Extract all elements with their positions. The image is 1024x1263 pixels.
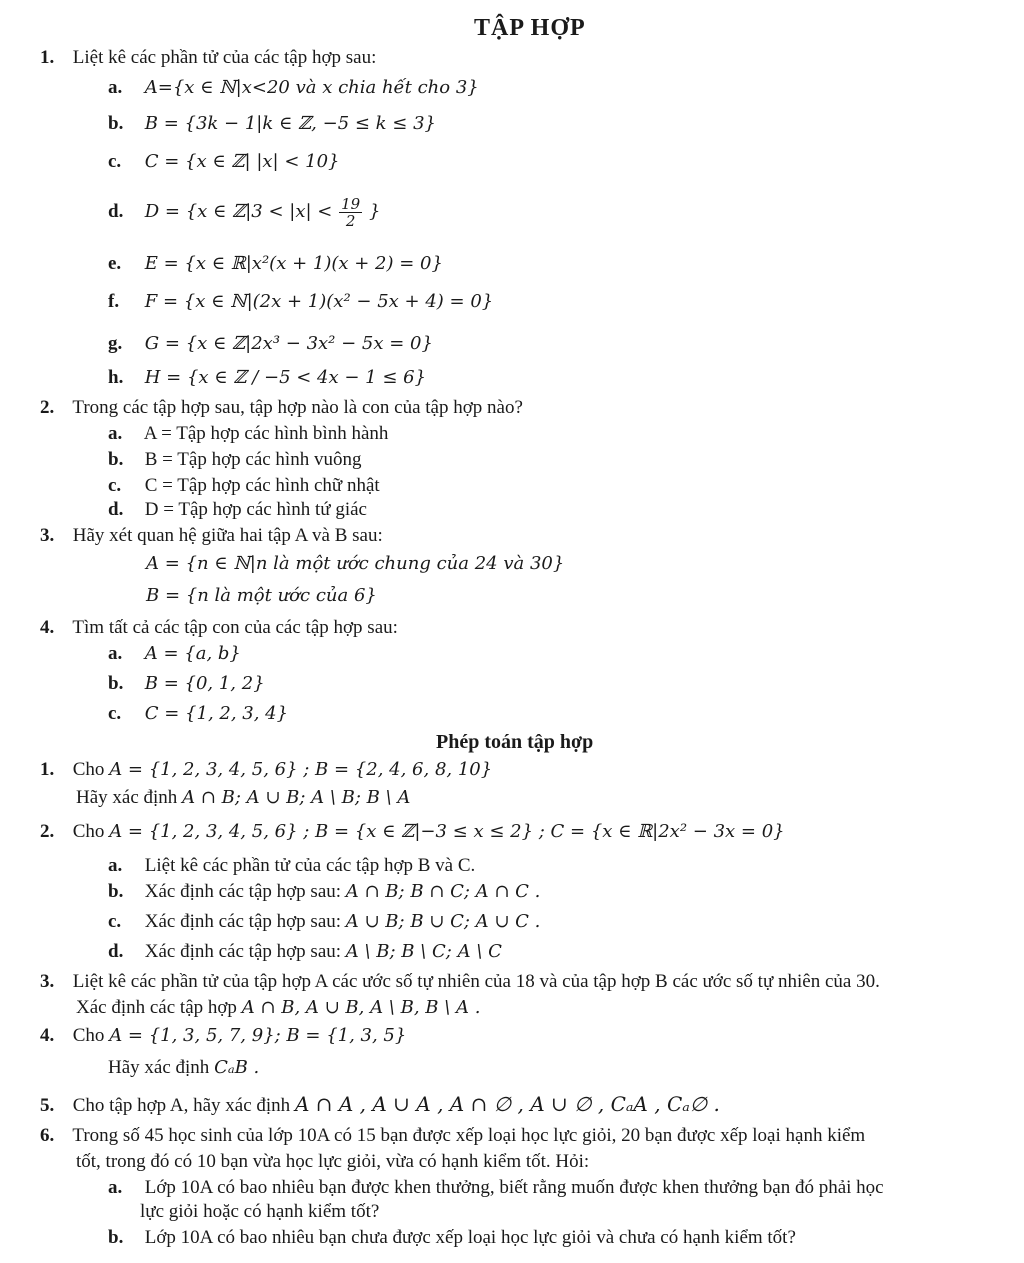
- list-item: [108, 150, 340, 174]
- item-text: Xác định các tập hợp sau:: [144, 941, 342, 962]
- item-label: c.: [108, 703, 122, 724]
- exercise-number: 4.: [40, 1025, 55, 1046]
- list-item: [108, 498, 367, 522]
- exercise-line: [76, 996, 480, 1020]
- set-expression: G = {x ∈ ℤ|2x³ − 3x² − 5x = 0}: [144, 333, 433, 354]
- set-expression: A = {1, 2, 3, 4, 5, 6} ; B = {2, 4, 6, 8, 10}: [109, 759, 493, 780]
- item-text: Lớp 10A có bao nhiêu bạn được khen thưởng, biết rằng muốn được khen thưởng bạn đó phải học: [144, 1177, 884, 1198]
- item-text: A = Tập hợp các hình bình hành: [143, 423, 389, 444]
- item-label: f.: [108, 291, 120, 312]
- exercise-5-heading: [40, 1092, 720, 1118]
- exercise-4-heading: [40, 1024, 406, 1048]
- set-expression: A ∩ B, A ∪ B, A \ B, B \ A .: [241, 997, 481, 1018]
- set-expression: A = {1, 3, 5, 7, 9}; B = {1, 3, 5}: [109, 1025, 407, 1046]
- item-text: B = Tập hợp các hình vuông: [144, 449, 362, 470]
- exercise-6-heading: [40, 1124, 865, 1148]
- item-label: b.: [108, 673, 124, 694]
- set-expression: B = {n là một ước của 6}: [146, 585, 377, 606]
- exercise-text: tốt, trong đó có 10 bạn vừa học lực giỏi, vừa có hạnh kiểm tốt. Hỏi:: [76, 1151, 590, 1172]
- exercise-number: 1.: [40, 759, 55, 780]
- exercise-text: Liệt kê các phần tử của các tập hợp sau:: [72, 47, 377, 68]
- item-label: c.: [108, 151, 122, 172]
- item-label: d.: [108, 941, 124, 962]
- set-expression: A ∩ B; B ∩ C; A ∩ C .: [345, 881, 541, 902]
- list-item: [108, 672, 265, 696]
- set-expression: A={x ∈ ℕ|x<20 và x chia hết cho 3}: [144, 77, 479, 98]
- exercise-text: Liệt kê các phần tử của tập hợp A các ước số tự nhiên của 18 và của tập hợp B các ước số tự nhiên của 30.: [72, 971, 880, 992]
- exercise-1-heading: [40, 758, 492, 782]
- list-item: [108, 854, 475, 878]
- exercise-number: 3.: [40, 525, 55, 546]
- exercise-2-heading: [40, 820, 785, 844]
- section-title: Phép toán tập hợp: [436, 731, 594, 753]
- exercise-text: Tìm tất cả các tập con của các tập hợp sau:: [72, 617, 398, 638]
- set-expression: A ∩ B; A ∪ B; A \ B; B \ A: [182, 787, 411, 808]
- list-item: [108, 880, 540, 904]
- exercise-number: 6.: [40, 1125, 55, 1146]
- set-expression: B = {0, 1, 2}: [144, 673, 265, 694]
- set-expression: F = {x ∈ ℕ|(2x + 1)(x² − 5x + 4) = 0}: [144, 291, 494, 312]
- set-expression: B = {3k − 1|k ∈ ℤ, −5 ≤ k ≤ 3}: [144, 113, 437, 134]
- fraction: [339, 196, 362, 229]
- exercise-text: Hãy xác định: [76, 787, 178, 808]
- exercise-number: 1.: [40, 47, 55, 68]
- item-text: Liệt kê các phần tử của các tập hợp B và C.: [144, 855, 476, 876]
- set-expression: A \ B; B \ C; A \ C: [345, 941, 502, 962]
- exercise-line: [76, 786, 410, 810]
- exercise-text: Trong số 45 học sinh của lớp 10A có 15 bạn được xếp loại học lực giỏi, 20 bạn được xếp loại hạnh kiểm: [72, 1125, 866, 1146]
- exercise-text: Cho: [72, 1025, 105, 1046]
- list-item: [108, 366, 426, 390]
- item-text: Xác định các tập hợp sau:: [144, 881, 342, 902]
- list-item: [108, 940, 502, 964]
- list-item: [108, 642, 241, 666]
- item-label: a.: [108, 855, 123, 876]
- item-text: Xác định các tập hợp sau:: [144, 911, 342, 932]
- exercise-text: Xác định các tập hợp: [76, 997, 237, 1018]
- list-item: [108, 1176, 884, 1200]
- item-text: D = Tập hợp các hình tứ giác: [144, 499, 367, 520]
- set-expression: A ∪ B; B ∪ C; A ∪ C .: [345, 911, 541, 932]
- item-label: d.: [108, 499, 124, 520]
- set-expression: A = {n ∈ ℕ|n là một ước chung của 24 và 30}: [146, 553, 565, 574]
- exercise-text: Cho: [72, 759, 105, 780]
- item-label: c.: [108, 475, 122, 496]
- list-item: [108, 474, 380, 498]
- item-label: c.: [108, 911, 122, 932]
- list-item: [108, 448, 361, 472]
- exercise-3-heading: [40, 970, 880, 994]
- exercise-number: 5.: [40, 1095, 55, 1116]
- item-label: b.: [108, 449, 124, 470]
- exercise-text: Hãy xét quan hệ giữa hai tập A và B sau:: [72, 525, 383, 546]
- exercise-line: [108, 1056, 259, 1080]
- list-item: [108, 910, 540, 934]
- item-label: h.: [108, 367, 124, 388]
- list-item: [108, 290, 493, 314]
- exercise-number: 2.: [40, 397, 55, 418]
- exercise-text: Trong các tập hợp sau, tập hợp nào là con của tập hợp nào?: [72, 397, 523, 418]
- set-expression: E = {x ∈ ℝ|x²(x + 1)(x + 2) = 0}: [144, 253, 443, 274]
- page-title: TẬP HỢP: [474, 15, 586, 41]
- item-label: g.: [108, 333, 123, 354]
- list-item: [108, 702, 288, 726]
- set-expression: H = {x ∈ ℤ / −5 < 4x − 1 ≤ 6}: [144, 367, 427, 388]
- exercise-4-heading: [40, 616, 398, 640]
- list-item-continuation: [140, 1200, 379, 1224]
- list-item: [108, 112, 436, 136]
- exercise-number: 3.: [40, 971, 55, 992]
- item-label: a.: [108, 1177, 123, 1198]
- item-label: d.: [108, 200, 124, 222]
- exercise-3-heading: [40, 524, 383, 548]
- item-label: b.: [108, 113, 124, 134]
- list-item: [108, 1226, 796, 1250]
- item-label: a.: [108, 77, 123, 98]
- item-label: e.: [108, 253, 122, 274]
- set-expression: A ∩ A , A ∪ A , A ∩ ∅ , A ∪ ∅ , CₐA , Cₐ∅ .: [294, 1092, 720, 1116]
- set-expression: C = {x ∈ ℤ| |x| < 10}: [144, 151, 340, 172]
- exercise-number: 2.: [40, 821, 55, 842]
- fraction-numerator: 19: [341, 195, 361, 213]
- fraction-denominator: 2: [345, 212, 356, 230]
- item-label: b.: [108, 1227, 124, 1248]
- exercise-line: [76, 1150, 589, 1174]
- set-expression: CₐB .: [214, 1057, 260, 1078]
- list-item: [108, 332, 433, 356]
- item-label: a.: [108, 423, 123, 444]
- list-item: [108, 76, 479, 100]
- exercise-text: Cho: [72, 821, 105, 842]
- list-item: [108, 196, 380, 229]
- exercise-2-heading: [40, 396, 523, 420]
- set-expression-end: }: [368, 200, 381, 222]
- set-expression: D = {x ∈ ℤ|3 < |x| <: [144, 200, 333, 222]
- item-text: lực giỏi hoặc có hạnh kiểm tốt?: [140, 1201, 380, 1222]
- exercise-number: 4.: [40, 617, 55, 638]
- set-expression: A = {1, 2, 3, 4, 5, 6} ; B = {x ∈ ℤ|−3 ≤ x ≤ 2} ; C = {x ∈ ℝ|2x² − 3x = 0}: [109, 821, 785, 842]
- item-text: C = Tập hợp các hình chữ nhật: [144, 475, 380, 496]
- exercise-1-heading: [40, 46, 376, 70]
- list-item: [108, 252, 443, 276]
- item-text: Lớp 10A có bao nhiêu bạn chưa được xếp loại học lực giỏi và chưa có hạnh kiểm tốt?: [144, 1227, 796, 1248]
- set-expression: C = {1, 2, 3, 4}: [144, 703, 289, 724]
- item-label: a.: [108, 643, 123, 664]
- exercise-text: Cho tập hợp A, hãy xác định: [72, 1095, 291, 1116]
- set-expression: A = {a, b}: [144, 643, 241, 664]
- exercise-text: Hãy xác định: [108, 1057, 210, 1078]
- list-item: [108, 422, 388, 446]
- item-label: b.: [108, 881, 124, 902]
